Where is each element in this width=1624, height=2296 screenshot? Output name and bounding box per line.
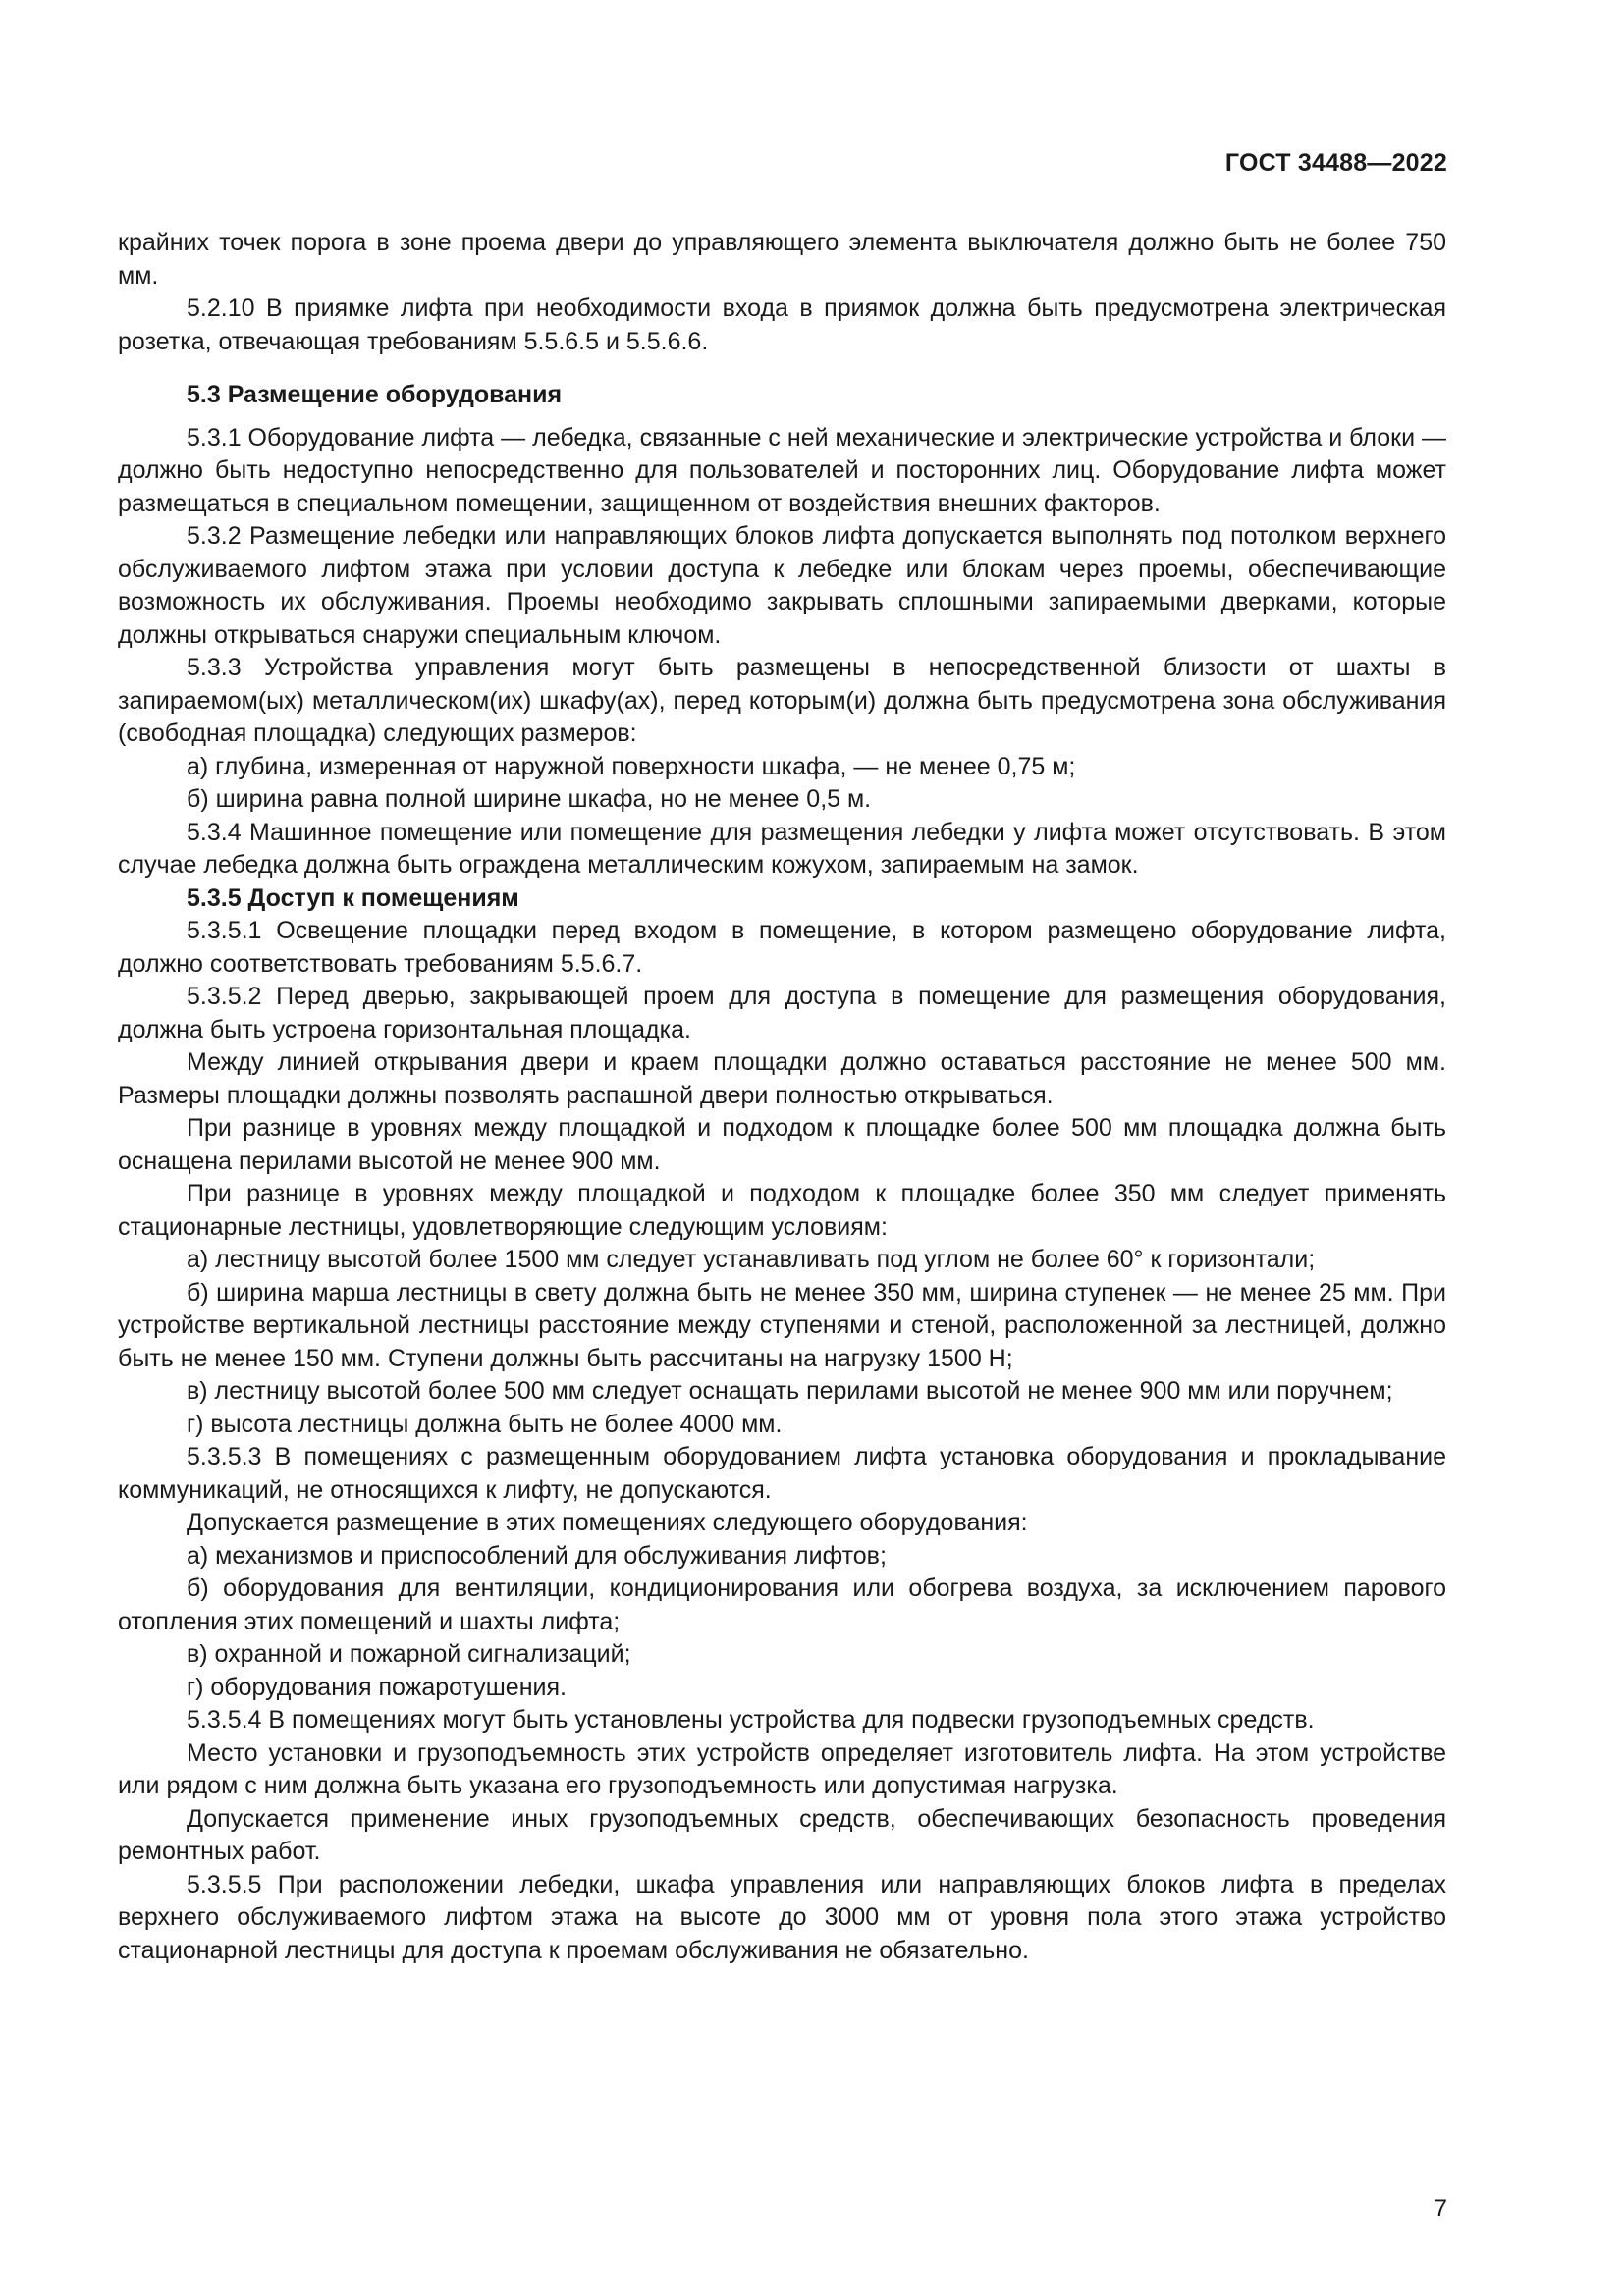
paragraph-continuation: крайних точек порога в зоне проема двери до управляющего элемента выключателя должно быть не более 750 мм.	[118, 229, 1446, 290]
list-item-stairs-g: г) высота лестницы должна быть не более 4000 мм.	[187, 1410, 783, 1438]
paragraph-5-3-4: 5.3.4 Машинное помещение или помещение для размещения лебедки у лифта может отсутствовать. В этом случае лебедка должна быть ограждена металлическим кожухом, запираемым на замок.	[118, 818, 1446, 879]
paragraph-place: Место установки и грузоподъемность этих устройств определяет изготовитель лифта. На этом устройстве или рядом с ним должна быть указана его грузоподъемность или допустимая нагрузка.	[118, 1738, 1446, 1799]
paragraph-5-3-5-4: 5.3.5.4 В помещениях могут быть установлены устройства для подвески грузоподъемных средств.	[187, 1706, 1315, 1734]
paragraph-other: Допускается применение иных грузоподъемных средств, обеспечивающих безопасность проведения ремонтных работ.	[118, 1804, 1446, 1865]
list-item-allowed-g: г) оборудования пожаротушения.	[187, 1673, 567, 1701]
list-item-5-3-3-a: а) глубина, измеренная от наружной поверхности шкафа, — не менее 0,75 м;	[187, 752, 1076, 780]
list-item-stairs-b: б) ширина марша лестницы в свету должна быть не менее 350 мм, ширина ступенек — не менее 25 мм. При устройстве вертикальной лестницы расстояние между ступенями и стеной, расположенной за лестницей, должно быть не менее 150 мм. Ступени должны быть рассчитаны на нагрузку 1500 Н;	[118, 1278, 1446, 1372]
paragraph-5-3-5-5: 5.3.5.5 При расположении лебедки, шкафа управления или направляющих блоков лифта в пределах верхнего обслуживаемого лифтом этажа на высоте до 3000 мм от уровня пола этого этажа устройство стационарной лестницы для доступа к проемам обслуживания не обязательно.	[118, 1870, 1446, 1964]
list-item-5-3-3-b: б) ширина равна полной ширине шкафа, но не менее 0,5 м.	[187, 785, 872, 813]
paragraph-5-3-1: 5.3.1 Оборудование лифта — лебедка, связанные с ней механические и электрические устройства и блоки — должно быть недоступно непосредственно для пользователей и посторонних лиц. Оборудование лифта может размещаться в специальном помещении, защищенном от воздействия внешних факторов.	[118, 423, 1446, 517]
paragraph-5-3-2: 5.3.2 Размещение лебедки или направляющих блоков лифта допускается выполнять под потолком верхнего обслуживаемого лифтом этажа при условии доступа к лебедке или блокам через проемы, обеспечивающие возможность их обслуживания. Проемы необходимо закрывать сплошными запираемыми дверками, которые должны открываться снаружи специальным ключом.	[118, 522, 1446, 649]
paragraph-5-3-3: 5.3.3 Устройства управления могут быть размещены в непосредственной близости от шахты в запираемом(ых) металлическом(их) шкафу(ах), перед которым(и) должна быть предусмотрена зона обслуживания (свободная площадка) следующих размеров:	[118, 654, 1446, 747]
paragraph-5-2-10: 5.2.10 В приямке лифта при необходимости входа в приямок должна быть предусмотрена электрическая розетка, отвечающая требованиям 5.5.6.5 и 5.5.6.6.	[118, 294, 1446, 355]
paragraph-5-3-5-3: 5.3.5.3 В помещениях с размещенным оборудованием лифта установка оборудования и прокладывание коммуникаций, не относящихся к лифту, не допускаются.	[118, 1443, 1446, 1504]
list-item-stairs-a: а) лестницу высотой более 1500 мм следует устанавливать под углом не более 60° к горизонтали;	[187, 1246, 1316, 1273]
document-code: ГОСТ 34488—2022	[1224, 149, 1447, 177]
list-item-allowed-v: в) охранной и пожарной сигнализаций;	[187, 1640, 631, 1668]
document-body	[118, 227, 1446, 1967]
paragraph-level-500: При разнице в уровнях между площадкой и подходом к площадке более 500 мм площадка должна быть оснащена перилами высотой не менее 900 мм.	[118, 1114, 1446, 1175]
paragraph-5-3-5-2: 5.3.5.2 Перед дверью, закрывающей проем для доступа в помещение для размещения оборудования, должна быть устроена горизонтальная площадка.	[118, 983, 1446, 1043]
page-number: 7	[1434, 2195, 1447, 2222]
paragraph-level-350: При разнице в уровнях между площадкой и подходом к площадке более 350 мм следует применять стационарные лестницы, удовлетворяющие следующим условиям:	[118, 1180, 1446, 1241]
list-item-allowed-a: а) механизмов и приспособлений для обслуживания лифтов;	[187, 1541, 887, 1570]
subsection-heading-5-3-5: 5.3.5 Доступ к помещениям	[187, 883, 519, 912]
section-heading-5-3: 5.3 Размещение оборудования	[187, 381, 563, 408]
paragraph-allowed: Допускается размещение в этих помещениях следующего оборудования:	[187, 1509, 1028, 1536]
paragraph-5-3-5-1: 5.3.5.1 Освещение площадки перед входом в помещение, в котором размещено оборудование лифта, должно соответствовать требованиям 5.5.6.7.	[118, 917, 1446, 978]
list-item-stairs-v: в) лестницу высотой более 500 мм следует оснащать перилами высотой не менее 900 мм или поручнем;	[187, 1377, 1393, 1405]
paragraph-door-line: Между линией открывания двери и краем площадки должно оставаться расстояние не менее 500 мм. Размеры площадки должны позволять распашной двери полностью открываться.	[118, 1048, 1446, 1109]
list-item-allowed-b: б) оборудования для вентиляции, кондиционирования или обогрева воздуха, за исключением парового отопления этих помещений и шахты лифта;	[118, 1575, 1446, 1635]
